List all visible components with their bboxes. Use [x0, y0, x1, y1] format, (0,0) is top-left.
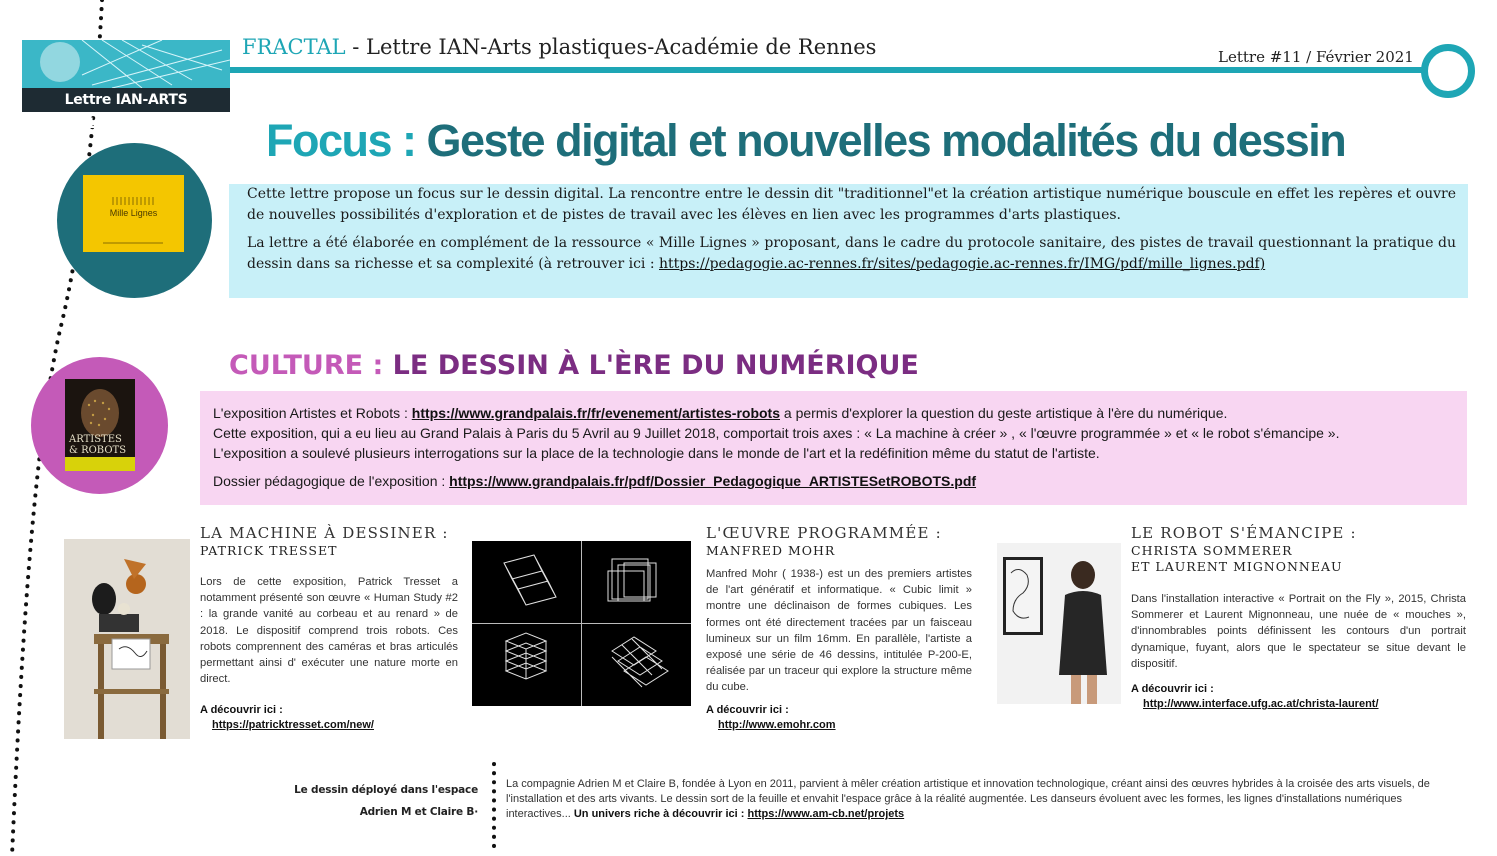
column-3-title: LE ROBOT S'ÉMANCIPE : — [1131, 524, 1357, 542]
focus-paragraph-2-text: La lettre a été élaborée en complément de la ressource « Mille Lignes » proposant, dans le cadre du protocole sanitaire, des pistes de travail questionnant la pratique du dessin dans sa richesse et sa complexité (à retrouver ici : — [247, 235, 1456, 272]
title-accent: FRACTAL — [242, 35, 346, 59]
focus-heading-accent: Focus : — [266, 115, 416, 166]
culture-heading — [229, 350, 919, 381]
column-1-title: LA MACHINE À DESSINER : — [200, 524, 449, 542]
culture-line-1 — [213, 403, 1458, 423]
dossier-label: Dossier pédagogique de l'exposition : — [213, 473, 450, 489]
am-cb-link[interactable]: https://www.am-cb.net/projets — [747, 808, 905, 820]
footer-left-authors: Adrien M et Claire B· — [359, 806, 478, 818]
cubic-limit-image — [472, 541, 691, 706]
tresset-link[interactable]: https://patricktresset.com/new/ — [212, 719, 374, 731]
column-1-discover-label: A découvrir ici : — [200, 704, 283, 716]
header-rule — [230, 67, 1430, 73]
culture-heading-rest: LE DESSIN À L'ÈRE DU NUMÉRIQUE — [383, 350, 919, 381]
interface-link[interactable]: http://www.interface.ufg.ac.at/christa-laurent/ — [1143, 698, 1379, 710]
focus-intro-box — [229, 184, 1468, 298]
header-ring-ornament — [1421, 44, 1475, 98]
culture-line-3: L'exposition a soulevé plusieurs interrogations sur la place de la technologie dans le monde de l'art et la redéfinition même du statut de l'artiste. — [213, 445, 1100, 461]
svg-text:ARTISTES: ARTISTES — [69, 434, 122, 445]
column-1-subtitle: PATRICK TRESSET — [200, 543, 338, 558]
footer-text — [506, 777, 1466, 822]
column-2-title: L'ŒUVRE PROGRAMMÉE : — [706, 524, 942, 542]
focus-paragraph-2 — [247, 233, 1456, 275]
focus-heading — [266, 115, 1345, 167]
culture-line-1-post: a permis d'explorer la question du geste artistique à l'ère du numérique. — [780, 405, 1228, 421]
focus-paragraph-1: Cette lettre propose un focus sur le dessin digital. La rencontre entre le dessin dit "traditionnel"et la création artistique numérique bouscule en effet les repères et ouvre de nouvelles possibilités d'exploration et de pistes de travail avec les élèves en lien avec les programmes d'arts plastiques. — [247, 186, 1456, 223]
letter-number: Lettre #11 / Février 2021 — [1218, 48, 1414, 66]
column-3-subtitle: CHRISTA SOMMERER — [1131, 543, 1293, 558]
mille-lignes-link[interactable]: https://pedagogie.ac-rennes.fr/sites/pedagogie.ac-rennes.fr/IMG/pdf/mille_lignes.pdf) — [659, 256, 1266, 272]
mohr-link[interactable]: http://www.emohr.com — [718, 719, 836, 731]
mille-lignes-label: Mille Lignes — [109, 208, 158, 218]
portrait-on-the-fly-photo — [997, 543, 1121, 704]
culture-line-2: Cette exposition, qui a eu lieu au Grand Palais à Paris du 5 Avril au 9 Juillet 2018, comportait trois axes : « La machine à créer » , « l'œuvre programmée » et « le robot s'émancipe ». — [213, 425, 1340, 441]
tresset-installation-photo — [64, 539, 190, 739]
column-3-subtitle-2: ET LAURENT MIGNONNEAU — [1131, 559, 1343, 574]
svg-text:& ROBOTS: & ROBOTS — [69, 445, 127, 456]
footer-dotted-divider — [484, 762, 504, 856]
column-2-text: Manfred Mohr ( 1938-) est un des premiers artistes de l'art génératif et informatique. « Cubic limit » montre une déclinaison de formes cubiques. Les formes ont été directement tracées par un faisceau lumineux sur un film 16mm. En parallèle, l'artiste a exposé une série de 46 dessins, intitulée P-200-E, réalisée par un traceur qui explore la structure même du cube. — [706, 568, 972, 694]
dossier-link[interactable]: https://www.grandpalais.fr/pdf/Dossier_Pedagogique_ARTISTESetROBOTS.pdf — [449, 473, 977, 489]
title-rest: - Lettre IAN-Arts plastiques-Académie de Rennes — [345, 35, 877, 59]
artistes-robots-poster — [65, 379, 135, 471]
logo-band: Lettre IAN-ARTS PLASTIQUES — [22, 88, 230, 112]
column-3-discover-label: A découvrir ici : — [1131, 683, 1214, 695]
footer-left-title: Le dessin déployé dans l'espace — [294, 784, 478, 796]
artistes-robots-link[interactable]: https://www.grandpalais.fr/fr/evenement/artistes-robots — [411, 405, 780, 421]
culture-dossier-line — [213, 471, 1458, 491]
column-2-discover-label: A découvrir ici : — [706, 704, 789, 716]
footer-discover: Un univers riche à découvrir ici : — [573, 808, 748, 820]
footer-description: La compagnie Adrien M et Claire B, fondée à Lyon en 2011, parvient à mêler création artistique et innovation technologique, créant ainsi des œuvres hybrides à la croisée des arts visuels, de l'installation et des arts vivants. Le dessin sort de la feuille et envahit l'espace grâce à la réalité augmentée. Les danseurs évoluent avec les formes, les lignes d'installations numériques interactives... — [506, 778, 1430, 820]
newsletter-title — [242, 35, 876, 59]
column-3-text: Dans l'installation interactive « Portrait on the Fly », 2015, Christa Sommerer et Laurent Mignonneau, une nuée de « mouches », d'innombrables points définissent les contours d'un portrait dynamique, fuyant, alors que le spectateur se situe devant le dispositif. — [1131, 593, 1466, 670]
culture-info-box — [200, 391, 1467, 505]
column-2-subtitle: MANFRED MOHR — [706, 543, 836, 558]
culture-heading-accent: CULTURE : — [229, 350, 384, 381]
column-1-text: Lors de cette exposition, Patrick Tresset a notamment présenté son œuvre « Human Study #2 : la grande vanité au corbeau et au renard » de 2018. Le dispositif comprend trois robots. Ces robots comprennent des caméras et bras articulés permettant ainsi d' exécuter une nature morte en direct. — [200, 576, 458, 686]
focus-heading-rest: Geste digital et nouvelles modalités du dessin — [415, 115, 1346, 166]
culture-line-1-pre: L'exposition Artistes et Robots : — [213, 405, 412, 421]
